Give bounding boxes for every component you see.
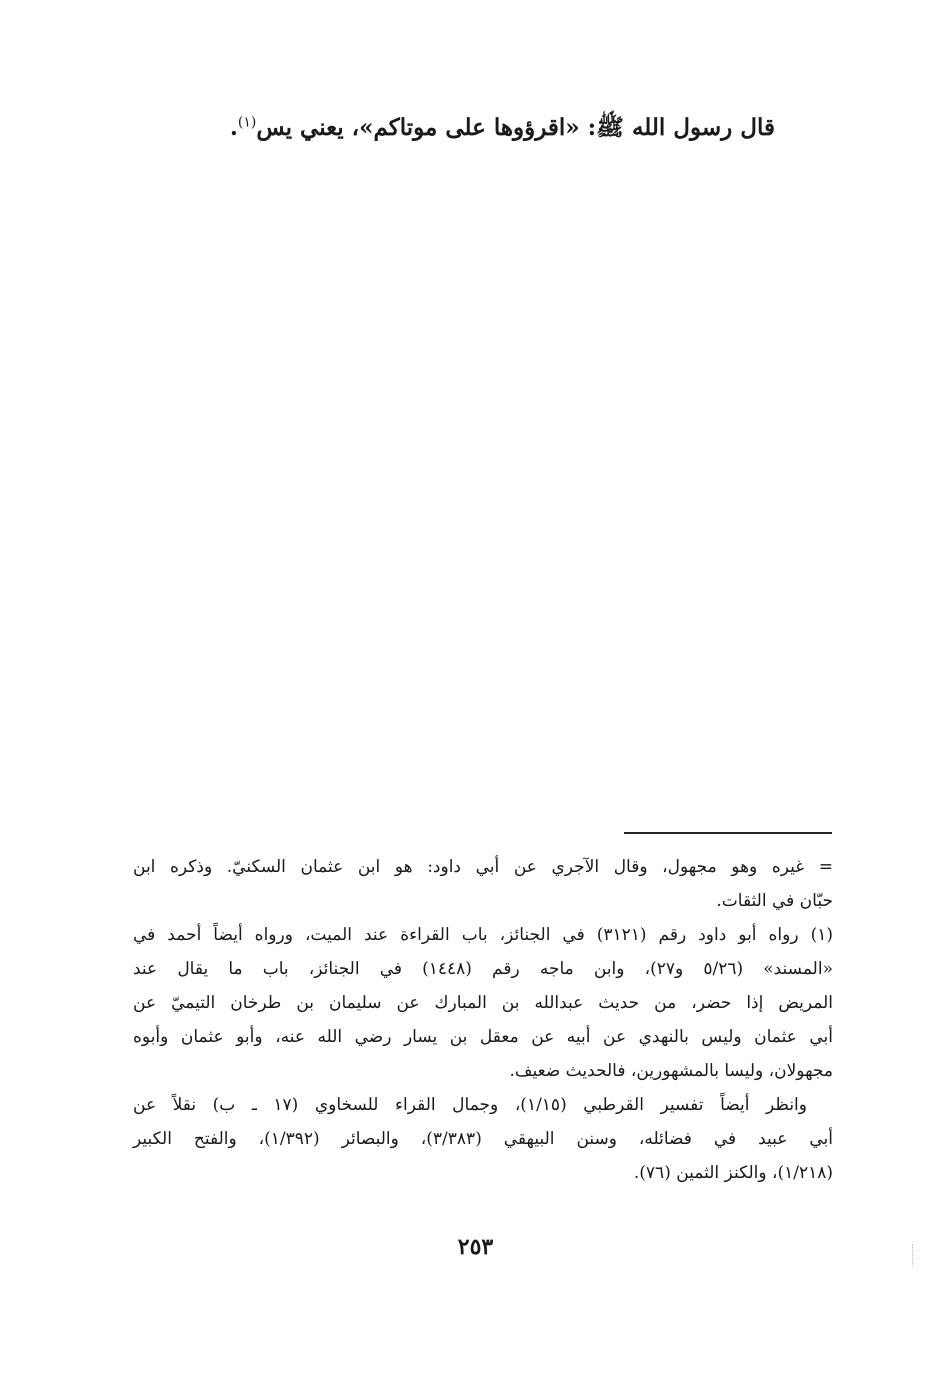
footnote-reference[interactable]: (١) — [237, 114, 257, 131]
main-text-end: . — [229, 114, 238, 141]
footnote-continuation — [133, 850, 833, 918]
footnote-line: = غيره وهو مجهول، وقال الآجري عن أبي داود: هو ابن عثمان السكنيّ. وذكره ابن — [133, 857, 833, 877]
footnote-line: (١) رواه أبو داود رقم (٣١٢١) في الجنائز، باب القراءة عند الميت، ورواه أيضاً أحمد في — [133, 925, 834, 945]
scan-edge-mark — [912, 1244, 914, 1266]
footnote-line: «المسند» (٥/٢٦ و٢٧)، وابن ماجه رقم (١٤٤٨) في الجنائز، باب ما يقال عند — [133, 959, 833, 979]
footnote-line: (١/٢١٨)، والكنز الثمين (٧٦). — [633, 1163, 833, 1183]
footnotes-section — [133, 850, 833, 1190]
footnote-line: مجهولان، وليسا بالمشهورين، فالحديث ضعيف. — [509, 1061, 833, 1081]
footnote-line: أبي عثمان وليس بالنهدي عن أبيه عن معقل بن يسار رضي الله عنه، وأبو عثمان وأبوه — [133, 1027, 833, 1047]
page-number: ٢٥٣ — [457, 1234, 494, 1260]
footnote-line: أبي عبيد في فضائله، وسنن البيهقي (٣/٣٨٣)، والبصائر (١/٣٩٢)، والفتح الكبير — [133, 1129, 833, 1149]
footnote-line: وانظر أيضاً تفسير القرطبي (١/١٥)، وجمال القراء للسخاوي (١٧ ـ ب) نقلاً عن — [133, 1095, 807, 1115]
footnote-1-additional — [133, 1088, 833, 1190]
footnote-separator — [624, 832, 832, 834]
main-text-line — [135, 108, 775, 148]
footnote-line: حبّان في الثقات. — [716, 891, 833, 911]
footnote-1 — [133, 918, 833, 1088]
main-text: قال رسول الله ﷺ: «اقرؤوها على موتاكم»، يعني يس — [256, 114, 775, 141]
footnote-line: المريض إذا حضر، من حديث عبدالله بن المبارك عن سليمان بن طرخان التيميّ عن — [133, 993, 833, 1013]
